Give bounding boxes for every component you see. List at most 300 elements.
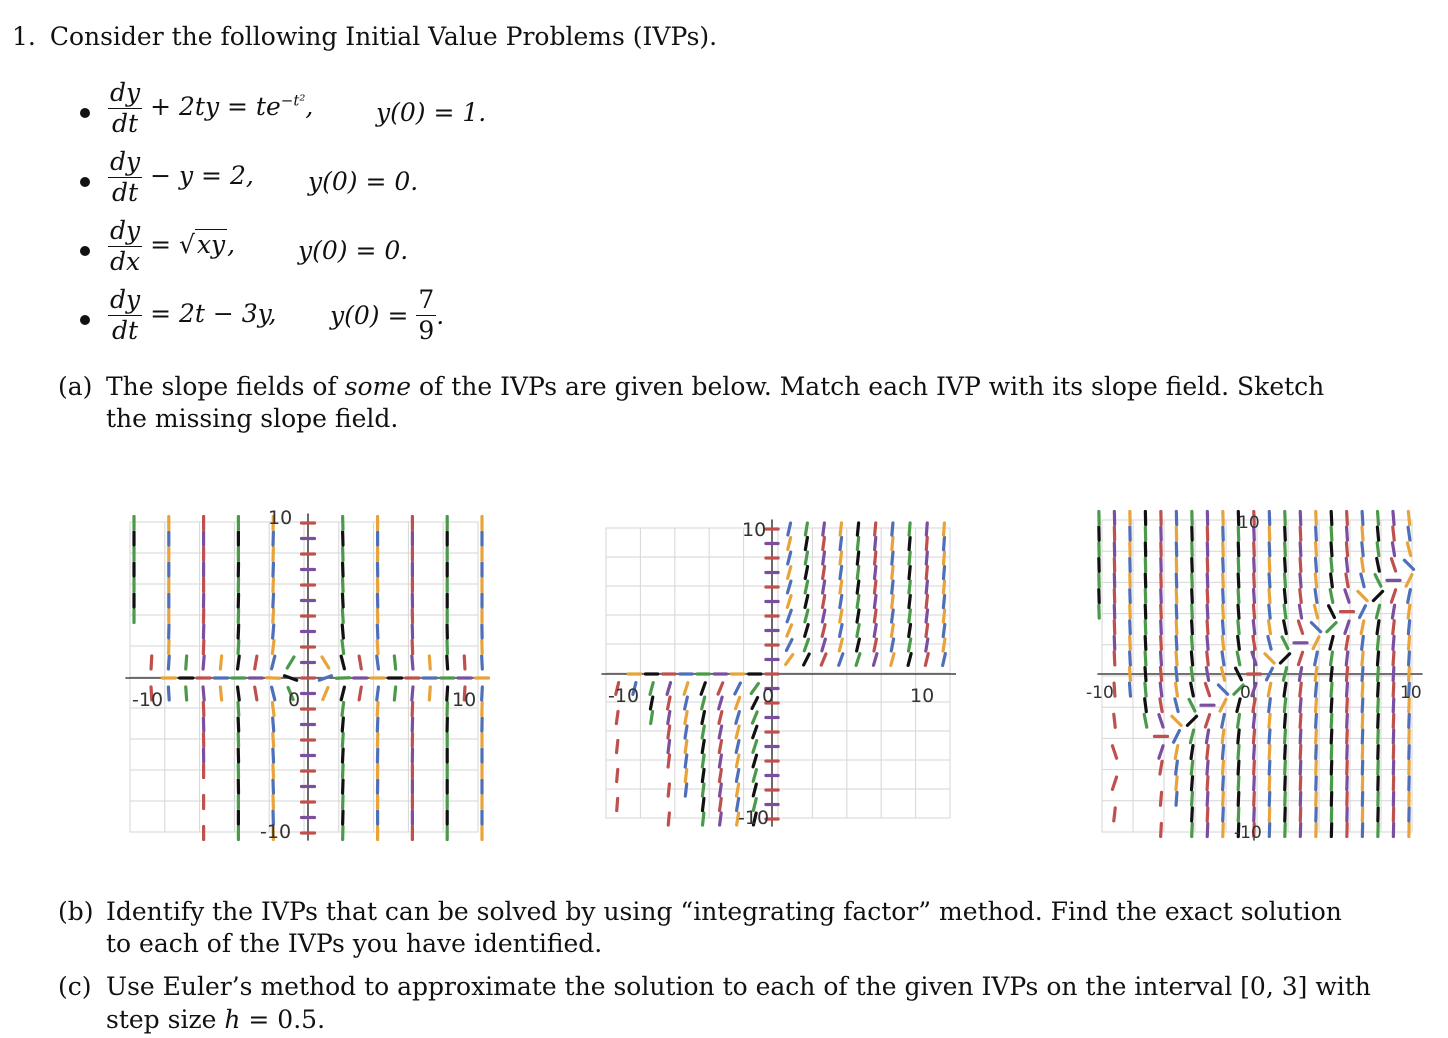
- slope-mark: [342, 625, 343, 638]
- slope-mark: [1176, 761, 1178, 774]
- slope-mark: [703, 813, 704, 825]
- bullet-icon: [80, 108, 90, 118]
- slope-mark: [1254, 543, 1255, 556]
- slope-mark: [1315, 683, 1316, 696]
- slope-mark: [1114, 636, 1115, 649]
- slope-mark: [1408, 590, 1411, 603]
- slope-mark: [1299, 605, 1301, 618]
- slope-mark: [944, 523, 945, 535]
- slope-mark: [1377, 621, 1379, 634]
- slope-mark: [1238, 621, 1239, 634]
- slope-mark: [1174, 731, 1180, 743]
- slope-mark: [273, 610, 274, 623]
- slope-mark: [1362, 668, 1363, 681]
- slope-mark: [1129, 777, 1132, 790]
- slope-mark: [1237, 652, 1240, 665]
- slope-mark: [909, 537, 910, 549]
- slope-field-middle-plot: [600, 498, 956, 853]
- slope-mark: [822, 625, 825, 637]
- slope-mark: [909, 639, 911, 651]
- slope-mark: [1316, 558, 1317, 571]
- slope-mark: [823, 566, 825, 578]
- slope-mark: [1298, 652, 1302, 664]
- slope-mark: [1143, 731, 1149, 743]
- slope-mark: [684, 683, 688, 695]
- slope-mark: [168, 687, 169, 700]
- slope-mark: [272, 641, 274, 654]
- slope-mark: [1269, 621, 1271, 634]
- slope-mark: [839, 654, 843, 665]
- slope-mark: [1222, 714, 1225, 727]
- slope-mark: [874, 595, 876, 607]
- slope-mark: [1269, 777, 1270, 790]
- slope-mark: [1298, 621, 1302, 633]
- slope-field-right-plot: [1074, 492, 1440, 854]
- slope-mark: [909, 610, 911, 622]
- slope-mark: [651, 784, 652, 796]
- slope-mark: [926, 537, 927, 549]
- slope-mark: [1331, 527, 1332, 540]
- slope-mark: [634, 769, 635, 781]
- slope-mark: [1391, 559, 1395, 571]
- slope-mark: [1161, 636, 1162, 649]
- slope-mark: [1346, 668, 1347, 681]
- ivp-3-rest: =: [150, 230, 172, 259]
- slope-mark: [651, 711, 653, 723]
- slope-mark: [1360, 606, 1366, 618]
- slope-mark: [1191, 683, 1194, 696]
- slope-mark: [287, 657, 294, 668]
- ivp-3-derivative: [108, 216, 142, 277]
- slope-mark: [702, 697, 705, 709]
- slope-mark: [651, 769, 652, 781]
- slope-mark: [926, 639, 928, 651]
- slope-mark: [1161, 808, 1162, 821]
- slope-mark: [857, 639, 860, 651]
- ivp-3-root: xy: [196, 230, 226, 259]
- ivp-2-den: dt: [112, 178, 139, 207]
- slope-mark: [1238, 808, 1239, 821]
- ivp-4-rest: = 2t − 3y,: [150, 299, 277, 328]
- slope-mark: [1331, 652, 1333, 665]
- slope-mark: [875, 552, 876, 564]
- slope-mark: [1238, 730, 1239, 743]
- ivp-3-den: dx: [110, 247, 141, 276]
- slope-mark: [875, 566, 876, 578]
- slope-mark: [1285, 574, 1286, 587]
- slope-mark: [1145, 636, 1146, 649]
- part-c-variable: h: [224, 1005, 241, 1034]
- part-c-pre: step size: [106, 1005, 225, 1034]
- slope-mark: [1160, 683, 1161, 696]
- slope-mark: [1099, 652, 1100, 665]
- slope-mark: [1191, 668, 1193, 681]
- slope-mark: [1207, 823, 1208, 836]
- label-right: 10: [1400, 683, 1422, 703]
- ivp-4-num: dy: [110, 285, 141, 314]
- slope-mark: [1329, 606, 1335, 618]
- slope-mark: [1189, 699, 1195, 711]
- slope-mark: [1253, 714, 1254, 727]
- slope-mark: [685, 813, 686, 825]
- slope-mark: [685, 726, 687, 738]
- slope-mark: [909, 595, 910, 607]
- slope-mark: [1145, 605, 1146, 618]
- slope-mark: [1238, 574, 1239, 587]
- slope-mark: [926, 581, 927, 593]
- slope-mark: [1345, 621, 1349, 633]
- slope-mark: [1207, 636, 1208, 649]
- slope-mark: [273, 578, 274, 591]
- slope-mark: [720, 813, 722, 825]
- slope-mark: [805, 523, 807, 535]
- slope-mark: [1191, 746, 1193, 759]
- slope-mark: [702, 769, 704, 781]
- slope-mark: [1285, 527, 1286, 540]
- slope-mark: [736, 741, 739, 753]
- slope-mark: [600, 683, 601, 695]
- slope-mark: [1346, 558, 1347, 571]
- slope-mark: [719, 726, 721, 738]
- slope-mark: [1268, 636, 1271, 649]
- slope-mark: [908, 654, 911, 666]
- slope-mark: [839, 639, 842, 651]
- slope-mark: [1144, 761, 1147, 774]
- slope-mark: [1331, 730, 1332, 743]
- slope-mark: [875, 537, 876, 549]
- slope-mark: [651, 798, 652, 810]
- ivp-1-comma: ,: [305, 92, 314, 121]
- slope-mark: [1408, 605, 1410, 618]
- slope-mark: [1252, 652, 1256, 664]
- slope-mark: [634, 726, 636, 738]
- slope-mark: [1331, 574, 1333, 587]
- slope-mark: [1376, 605, 1379, 618]
- slope-mark: [1114, 808, 1115, 821]
- slope-mark: [805, 537, 807, 549]
- slope-mark: [788, 538, 791, 550]
- slope-mark: [1098, 746, 1101, 759]
- ivp-4: [108, 285, 276, 346]
- slope-mark: [753, 755, 756, 767]
- ivp-4-ic-end: .: [436, 301, 445, 330]
- slope-mark: [617, 755, 618, 767]
- slope-mark: [1377, 527, 1378, 540]
- slope-mark: [685, 798, 686, 810]
- slope-mark: [1269, 543, 1270, 556]
- slope-mark: [1207, 792, 1208, 805]
- slope-mark: [719, 697, 722, 709]
- slope-mark: [909, 552, 910, 564]
- slope-mark: [925, 654, 928, 666]
- slope-mark: [273, 625, 274, 638]
- slope-mark: [1300, 683, 1301, 696]
- slope-mark: [891, 624, 893, 636]
- label-origin: 0: [288, 689, 301, 711]
- slope-mark: [272, 703, 274, 716]
- slope-mark: [1160, 792, 1161, 805]
- slope-mark: [1221, 668, 1224, 681]
- slope-mark: [805, 567, 807, 579]
- slope-mark: [1409, 636, 1410, 649]
- slope-mark: [926, 523, 927, 535]
- slope-mark: [1176, 808, 1177, 821]
- slope-field-middle: [600, 498, 956, 853]
- slope-mark: [1393, 683, 1394, 696]
- label-origin: 0: [762, 685, 775, 707]
- slope-mark: [1392, 605, 1394, 618]
- slope-mark: [1362, 699, 1363, 712]
- slope-mark: [650, 697, 652, 709]
- slope-mark: [751, 684, 758, 694]
- slope-mark: [1378, 683, 1379, 696]
- slope-mark: [823, 552, 825, 564]
- slope-mark: [651, 813, 652, 825]
- slope-mark: [134, 656, 135, 669]
- slope-mark: [1160, 668, 1161, 681]
- slope-field-right: [1074, 492, 1440, 854]
- part-c-label: (c): [58, 972, 92, 1001]
- slope-mark: [1393, 636, 1394, 649]
- slope-mark: [238, 641, 239, 654]
- slope-mark: [1331, 745, 1332, 758]
- slope-mark: [702, 726, 704, 738]
- slope-mark: [1161, 621, 1162, 634]
- slope-mark: [1408, 512, 1409, 525]
- slope-mark: [926, 552, 927, 564]
- slope-mark: [617, 813, 618, 825]
- slope-mark: [342, 734, 343, 747]
- slope-mark: [736, 726, 739, 738]
- slope-mark: [600, 697, 601, 709]
- slope-mark: [1222, 730, 1224, 743]
- ivp-2-rest: − y = 2,: [150, 161, 254, 190]
- slope-mark: [1130, 652, 1131, 665]
- slope-mark: [1362, 543, 1363, 556]
- slope-mark: [617, 784, 618, 796]
- slope-mark: [203, 687, 204, 700]
- slope-mark: [1222, 746, 1223, 759]
- slope-mark: [1284, 590, 1285, 603]
- slope-mark: [1207, 605, 1208, 618]
- slope-mark: [1129, 699, 1130, 712]
- slope-mark: [1362, 636, 1364, 649]
- slope-mark: [1393, 527, 1394, 540]
- ivp-4-ic-num: 7: [418, 285, 435, 314]
- slope-mark: [702, 712, 704, 724]
- slope-mark: [1190, 730, 1193, 743]
- slope-mark: [840, 552, 842, 564]
- slope-mark: [1269, 730, 1270, 743]
- slope-mark: [1392, 543, 1394, 556]
- slope-mark: [1347, 512, 1348, 525]
- slope-mark: [1254, 558, 1255, 571]
- slope-mark: [667, 683, 670, 695]
- slope-mark: [891, 654, 894, 666]
- slope-mark: [1327, 623, 1336, 632]
- slope-mark: [1300, 543, 1301, 556]
- ivp-3-comma: ,: [227, 230, 236, 259]
- slope-mark: [634, 798, 635, 810]
- slope-mark: [1223, 558, 1224, 571]
- slope-mark: [1347, 699, 1348, 712]
- slope-mark: [238, 703, 239, 716]
- slope-mark: [1300, 574, 1301, 587]
- slope-mark: [1130, 636, 1131, 649]
- slope-mark: [1253, 730, 1254, 743]
- slope-mark: [1176, 683, 1178, 696]
- slope-mark: [1145, 792, 1146, 805]
- slope-mark: [1268, 683, 1271, 696]
- slope-mark: [1377, 558, 1380, 571]
- slope-mark: [1128, 730, 1131, 743]
- slope-mark: [1393, 699, 1394, 712]
- slope-mark: [1145, 808, 1146, 821]
- slope-mark: [1238, 543, 1239, 556]
- slope-mark: [238, 718, 239, 731]
- slope-mark: [394, 687, 395, 700]
- slope-mark: [720, 784, 722, 796]
- slope-mark: [668, 813, 669, 825]
- slope-mark: [1176, 621, 1177, 634]
- slope-mark: [1315, 668, 1317, 681]
- slope-mark: [752, 698, 757, 709]
- slope-mark: [1253, 621, 1254, 634]
- part-c-line2: [106, 1005, 325, 1034]
- ivp-1-initial-condition: y(0) = 1.: [376, 98, 487, 127]
- slope-mark: [1285, 558, 1286, 571]
- slope-mark: [1331, 558, 1332, 571]
- slope-mark: [1207, 621, 1208, 634]
- slope-mark: [1160, 699, 1162, 712]
- slope-mark: [668, 784, 669, 796]
- problem-number: 1.: [12, 22, 36, 51]
- ivp-3: [108, 216, 235, 277]
- slope-mark: [1253, 699, 1255, 712]
- problem-heading: [12, 22, 717, 51]
- slope-mark: [359, 656, 361, 669]
- slope-mark: [284, 676, 296, 680]
- slope-mark: [909, 523, 910, 535]
- slope-mark: [736, 755, 738, 767]
- slope-mark: [1285, 777, 1286, 790]
- slope-mark: [617, 769, 618, 781]
- slope-mark: [1300, 761, 1301, 774]
- slope-mark: [1145, 683, 1146, 696]
- slope-mark: [412, 640, 413, 653]
- slope-mark: [1253, 605, 1254, 618]
- slope-mark: [1393, 512, 1394, 525]
- slope-mark: [857, 566, 858, 578]
- slope-mark: [1316, 730, 1317, 743]
- slope-mark: [1393, 621, 1394, 634]
- slope-mark: [651, 740, 652, 752]
- slope-mark: [1192, 636, 1193, 649]
- slope-mark: [1205, 683, 1209, 695]
- slope-mark: [787, 596, 791, 608]
- slope-mark: [650, 683, 653, 695]
- part-a-line1: [106, 372, 1324, 401]
- ivp-2-derivative: [108, 147, 142, 208]
- slope-mark: [892, 523, 893, 535]
- slope-mark: [412, 656, 413, 669]
- slope-mark: [1192, 621, 1193, 634]
- slope-mark: [1362, 714, 1363, 727]
- slope-mark: [668, 697, 670, 709]
- slope-mark: [1220, 699, 1226, 711]
- slope-mark: [701, 683, 705, 694]
- slope-mark: [1265, 654, 1274, 663]
- slope-mark: [1192, 605, 1193, 618]
- slope-mark: [238, 687, 240, 700]
- slope-mark: [1284, 621, 1287, 634]
- slope-mark: [788, 523, 791, 535]
- slope-mark: [394, 656, 395, 669]
- slope-mark: [1238, 605, 1239, 618]
- slope-mark: [1238, 761, 1239, 774]
- slope-mark: [1331, 668, 1332, 681]
- slope-mark: [1378, 512, 1379, 525]
- slope-mark: [1207, 761, 1208, 774]
- label-right: 10: [910, 685, 935, 707]
- slope-mark: [1269, 527, 1270, 540]
- slope-mark: [447, 687, 448, 700]
- slope-mark: [220, 656, 221, 669]
- slope-mark: [1346, 652, 1347, 665]
- slope-mark: [685, 755, 687, 767]
- slope-mark: [892, 581, 893, 593]
- slope-mark: [1129, 714, 1131, 727]
- slope-mark: [1130, 824, 1131, 837]
- slope-mark: [1362, 683, 1363, 696]
- slope-mark: [1176, 605, 1177, 618]
- slope-mark: [220, 687, 221, 700]
- slope-mark: [1300, 745, 1301, 758]
- slope-mark: [1192, 777, 1193, 790]
- slope-mark: [1285, 745, 1286, 758]
- slope-mark: [1254, 777, 1255, 790]
- label-left: -10: [608, 685, 640, 707]
- slope-mark: [1223, 574, 1224, 587]
- slope-mark: [323, 688, 328, 700]
- slope-mark: [1347, 527, 1348, 540]
- slope-mark: [1222, 636, 1223, 649]
- label-left: -10: [132, 689, 164, 711]
- slope-mark: [151, 656, 152, 669]
- slope-mark: [1269, 792, 1270, 805]
- slope-mark: [429, 687, 430, 700]
- slope-mark: [873, 654, 876, 666]
- slope-mark: [1129, 808, 1130, 821]
- slope-mark: [702, 740, 704, 752]
- slope-mark: [1408, 527, 1410, 540]
- label-bottom: -10: [738, 807, 770, 829]
- slope-mark: [634, 740, 635, 752]
- slope-mark: [359, 687, 361, 700]
- slope-mark: [1377, 636, 1378, 649]
- slope-mark: [1192, 589, 1193, 602]
- slope-mark: [1160, 761, 1162, 774]
- slope-mark: [1347, 683, 1348, 696]
- slope-mark: [273, 718, 274, 731]
- part-b-label: (b): [58, 897, 94, 926]
- slope-mark: [600, 711, 601, 723]
- bullet-icon: [80, 177, 90, 187]
- label-left: -10: [1086, 683, 1114, 703]
- slope-mark: [1206, 730, 1208, 743]
- slope-mark: [273, 734, 274, 747]
- ivp-2-num: dy: [110, 147, 141, 176]
